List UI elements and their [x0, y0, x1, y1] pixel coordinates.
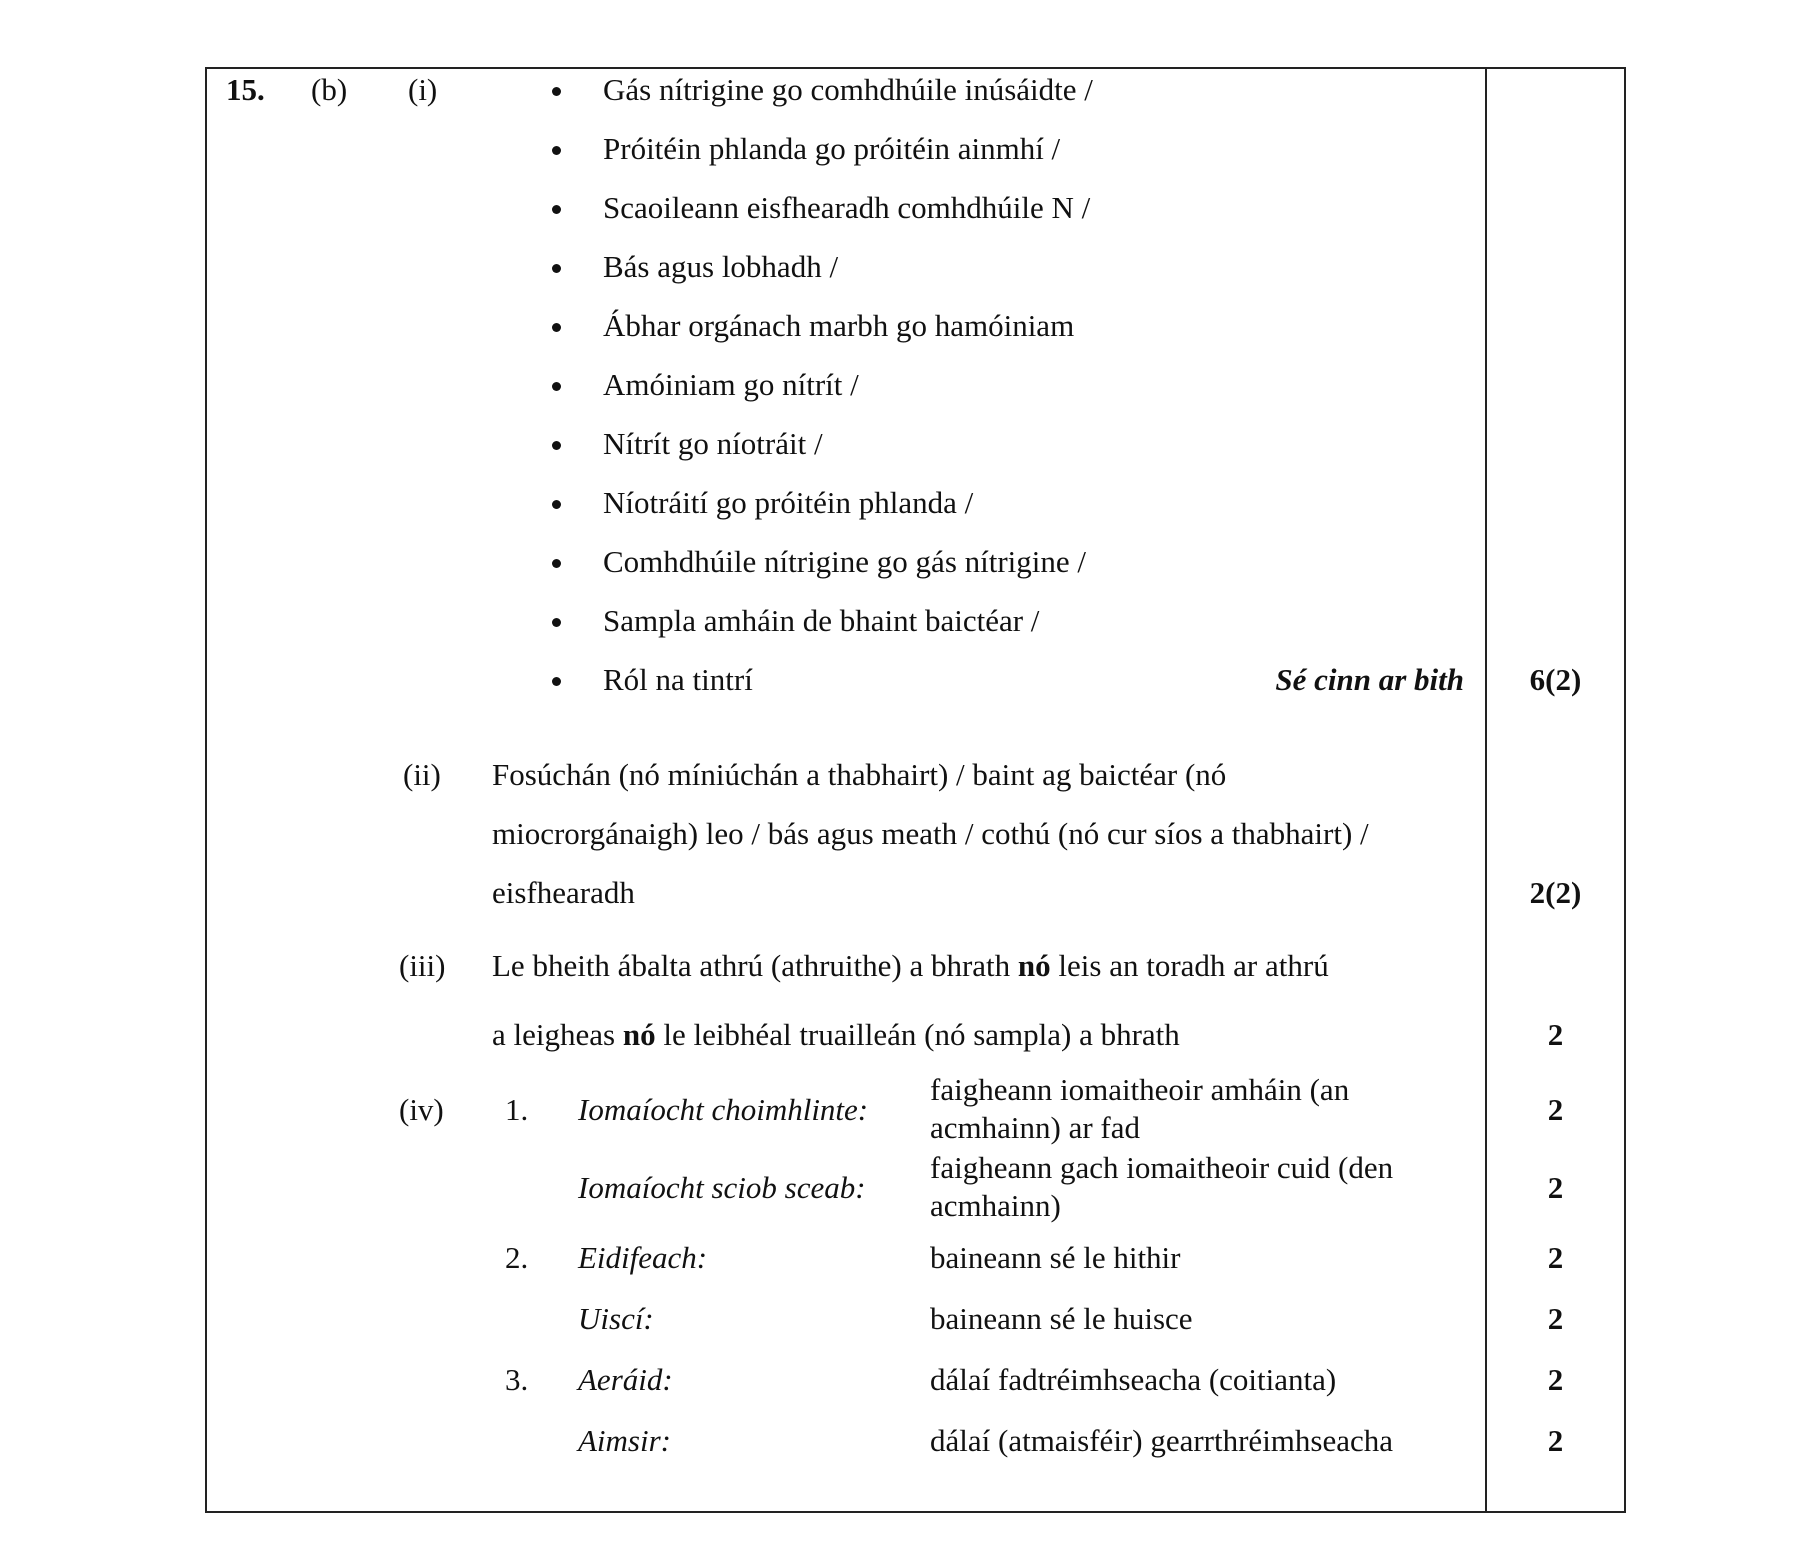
part-iv-row-mark: 2 — [1547, 1092, 1564, 1127]
part-i-mark: 6(2) — [1529, 662, 1582, 697]
bullet-icon — [552, 87, 561, 96]
list-item-text: Níotráití go próitéin phlanda / — [603, 485, 974, 520]
part-iv-row-term: Aimsir: — [578, 1423, 671, 1458]
part-iv-row-term: Uiscí: — [578, 1301, 654, 1336]
part-iv-label: (iv) — [399, 1092, 444, 1127]
list-item-text: Sampla amháin de bhaint baictéar / — [603, 603, 1040, 638]
list-item-text: Próitéin phlanda go próitéin ainmhí / — [603, 131, 1061, 166]
part-iv-row-mark: 2 — [1547, 1240, 1564, 1275]
list-item-text: Ról na tintrí — [603, 662, 753, 697]
part-iv-row-definition: faigheann iomaitheoir amháin (an acmhainn) ar fad — [930, 1072, 1350, 1145]
part-iv-row-definition: baineann sé le huisce — [930, 1301, 1193, 1336]
bullet-icon — [552, 559, 561, 568]
part-iv-row-term: Iomaíocht choimhlinte: — [578, 1092, 869, 1127]
part-iv-row-mark: 2 — [1547, 1170, 1564, 1205]
part-i-qualifier: Sé cinn ar bith — [1275, 662, 1464, 697]
question-number: 15. — [226, 72, 265, 107]
question-part: (b) — [311, 72, 348, 107]
part-iii-line-2-or: nó — [622, 1017, 656, 1052]
part-iv-row-number: 2. — [505, 1240, 529, 1275]
list-item-text: Amóiniam go nítrít / — [603, 367, 859, 402]
part-ii-line-2: miocrorgánaigh) leo / bás agus meath / cothú (nó cur síos a thabhairt) / — [492, 816, 1369, 851]
part-ii-line-3: eisfhearadh — [492, 875, 635, 910]
part-iii-line-2-text-a: a leigheas — [492, 1017, 623, 1052]
part-ii-mark: 2(2) — [1529, 875, 1582, 910]
part-iv-row-mark: 2 — [1547, 1301, 1564, 1336]
list-item-text: Bás agus lobhadh / — [603, 249, 839, 284]
marks-column-divider — [1485, 67, 1487, 1513]
bullet-icon — [552, 677, 561, 686]
part-i-label: (i) — [408, 72, 438, 107]
part-iv-row-definition: faigheann gach iomaitheoir cuid (den acmhainn) — [930, 1150, 1394, 1223]
part-iv-row-term: Aeráid: — [578, 1362, 673, 1397]
part-iv-row-definition: dálaí (atmaisféir) gearrthréimhseacha — [930, 1423, 1394, 1458]
part-iv-row-number: 3. — [505, 1362, 529, 1397]
bullet-icon — [552, 264, 561, 273]
part-iv-row-mark: 2 — [1547, 1423, 1564, 1458]
part-iv-row-term: Eidifeach: — [578, 1240, 708, 1275]
list-item-text: Comhdhúile nítrigine go gás nítrigine / — [603, 544, 1087, 579]
list-item-text: Nítrít go níotráit / — [603, 426, 823, 461]
bullet-icon — [552, 382, 561, 391]
part-iii-label: (iii) — [399, 948, 446, 983]
part-iv-row-definition: dálaí fadtréimhseacha (coitianta) — [930, 1362, 1337, 1397]
part-iii-line-2-text-b: le leibhéal truailleán (nó sampla) a bhrath — [655, 1017, 1180, 1052]
part-iii-line-1-or: nó — [1017, 948, 1051, 983]
part-ii-line-1: Fosúchán (nó míniúchán a thabhairt) / baint ag baictéar (nó — [492, 757, 1227, 792]
bullet-icon — [552, 146, 561, 155]
bullet-icon — [552, 323, 561, 332]
part-iii-line-1-text-b: leis an toradh ar athrú — [1050, 948, 1329, 983]
part-iii-line-2 — [492, 1019, 1180, 1050]
part-iv-row-mark: 2 — [1547, 1362, 1564, 1397]
part-iii-mark: 2 — [1547, 1017, 1564, 1052]
list-item-text: Scaoileann eisfhearadh comhdhúile N / — [603, 190, 1091, 225]
list-item-text: Gás nítrigine go comhdhúile inúsáidte / — [603, 72, 1093, 107]
part-iii-line-1 — [492, 950, 1329, 981]
part-iv-row-term: Iomaíocht sciob sceab: — [578, 1170, 866, 1205]
list-item-text: Ábhar orgánach marbh go hamóiniam — [603, 308, 1075, 343]
bullet-icon — [552, 205, 561, 214]
bullet-icon — [552, 618, 561, 627]
part-iv-row-definition: baineann sé le hithir — [930, 1240, 1181, 1275]
part-iv-row-number: 1. — [505, 1092, 529, 1127]
bullet-icon — [552, 441, 561, 450]
part-ii-label: (ii) — [403, 757, 441, 792]
part-iii-line-1-text-a: Le bheith ábalta athrú (athruithe) a bhrath — [492, 948, 1018, 983]
bullet-icon — [552, 500, 561, 509]
